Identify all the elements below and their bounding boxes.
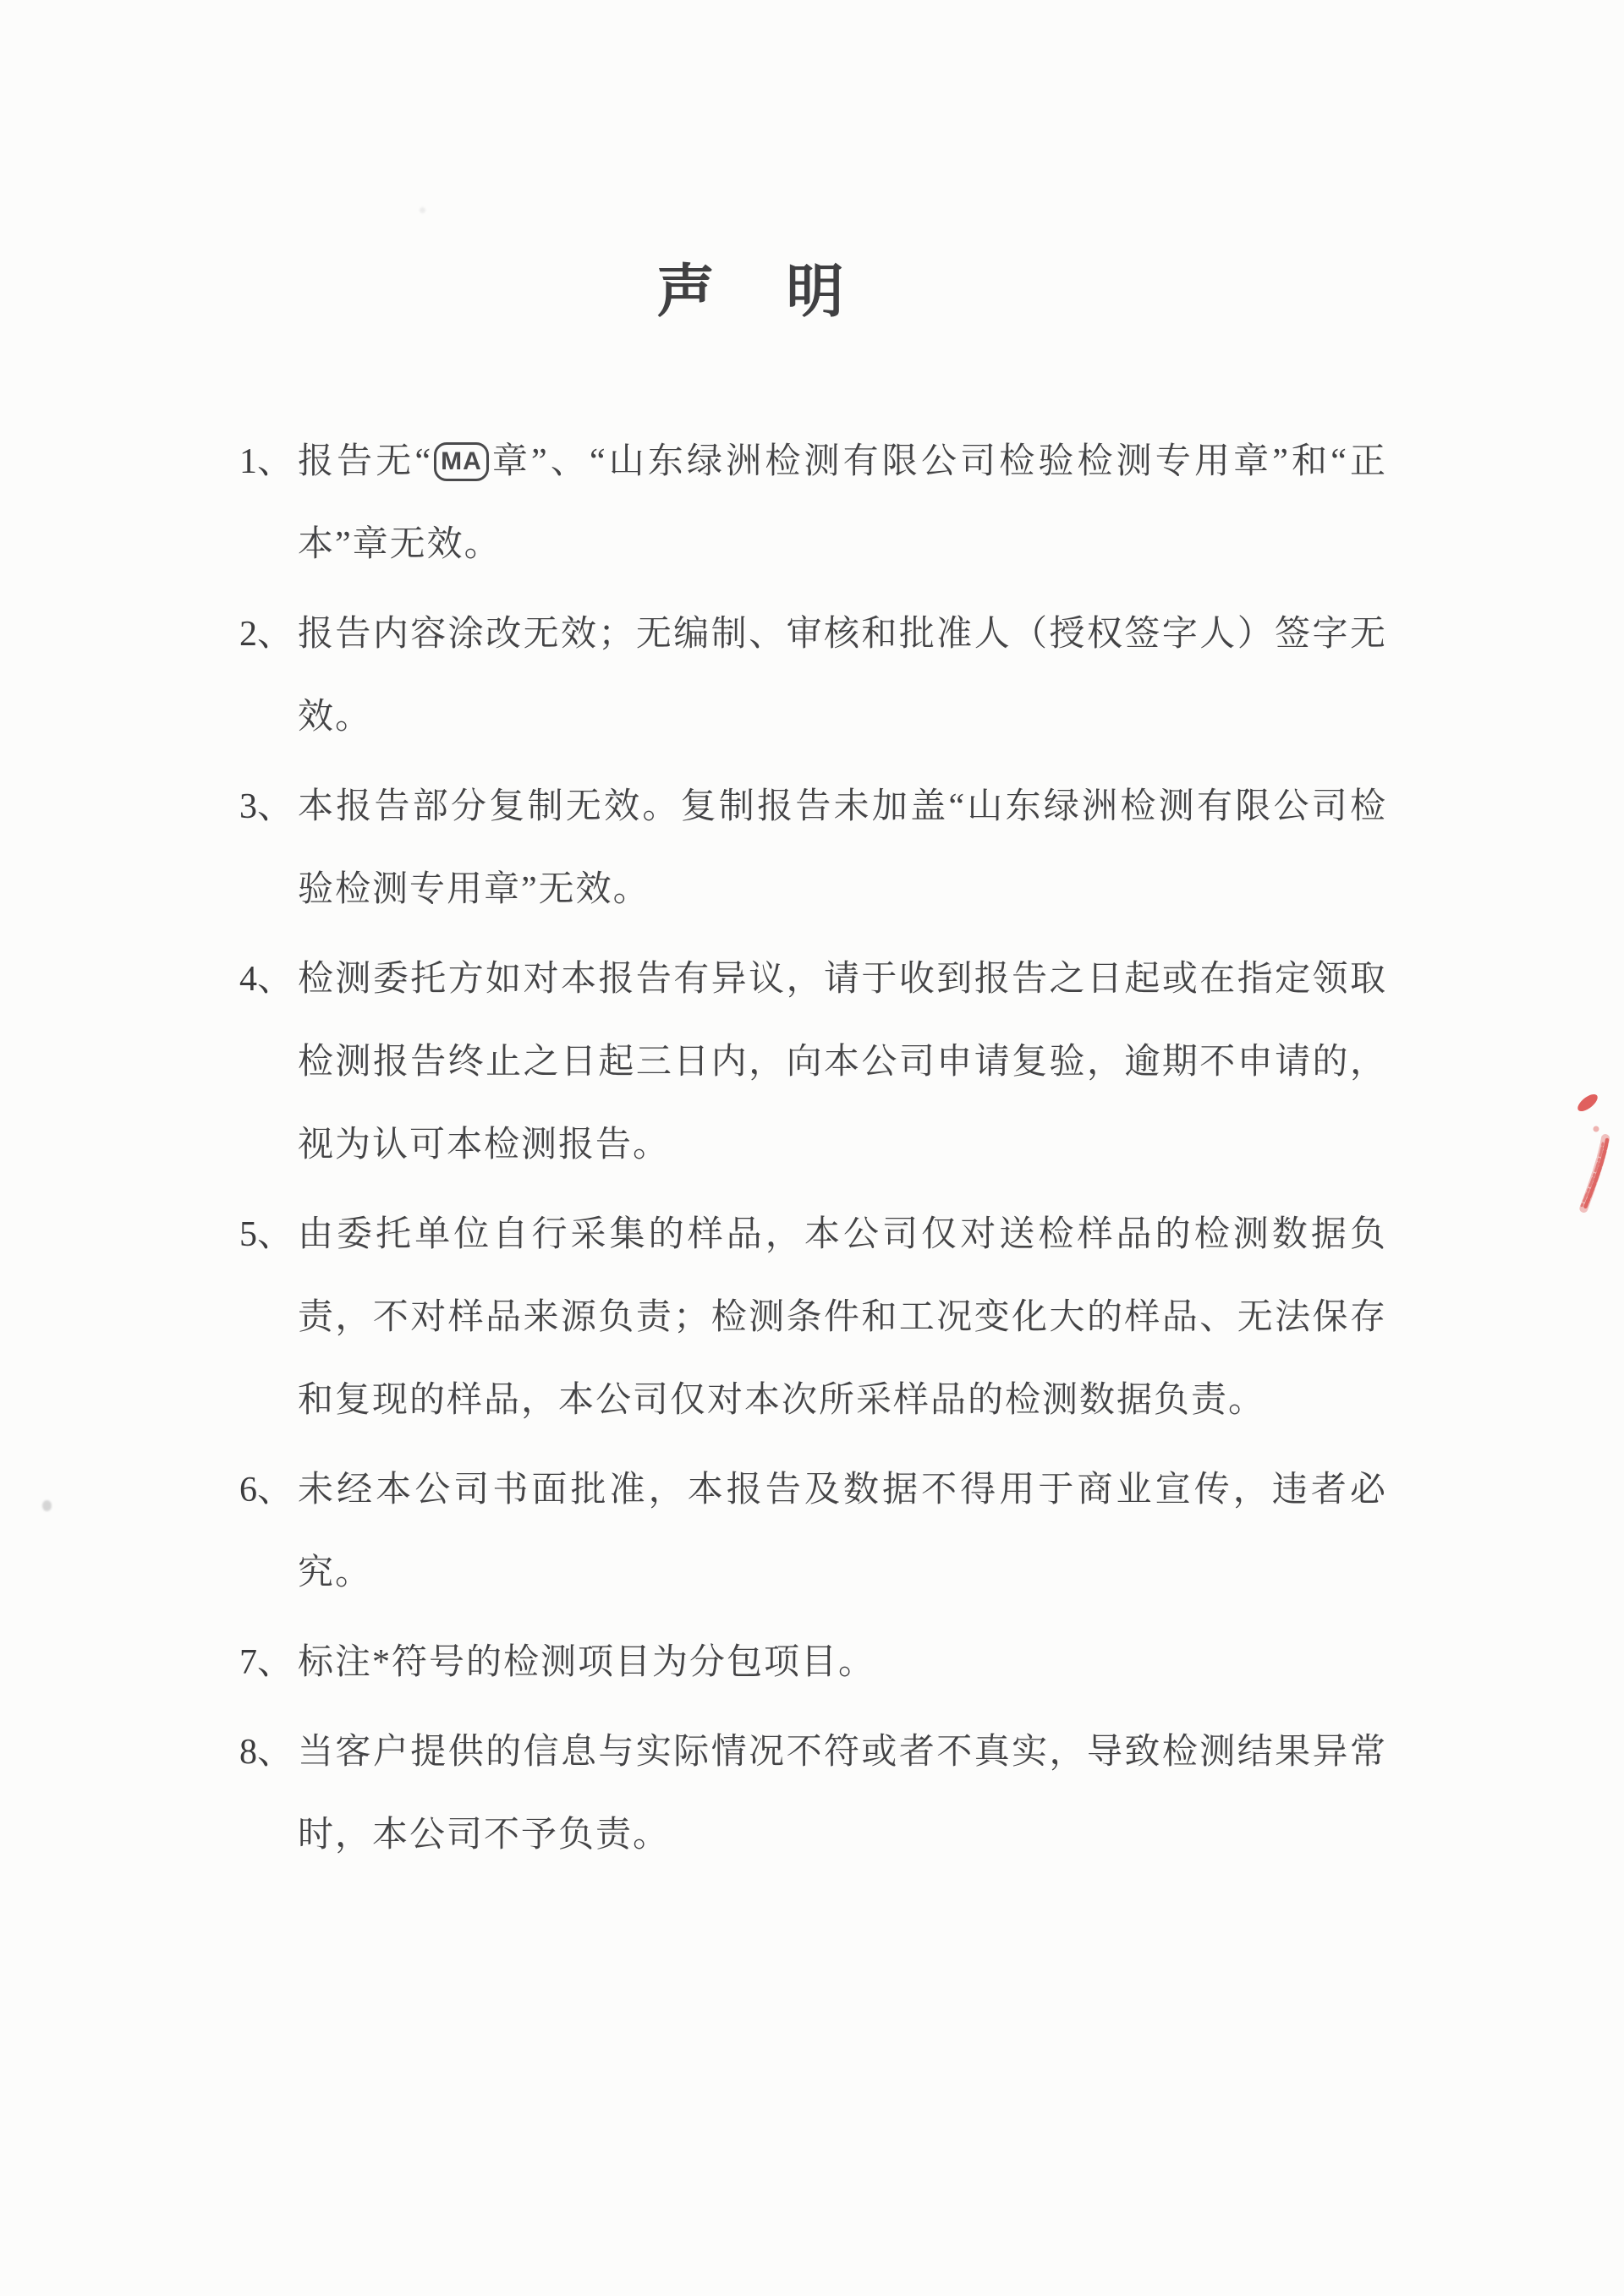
item-number: 4、 bbox=[239, 960, 294, 999]
declaration-item-4 bbox=[239, 938, 1387, 1186]
item-text: 报告无“ bbox=[298, 442, 433, 481]
declaration-item-1 bbox=[239, 420, 1387, 586]
item-number: 2、 bbox=[239, 615, 294, 654]
page-title: 声 明 bbox=[656, 260, 846, 324]
declaration-item-8 bbox=[239, 1711, 1387, 1877]
item-text: 当客户提供的信息与实际情况不符或者不真实，导致检测结果异常时，本公司不予负责。 bbox=[298, 1733, 1387, 1855]
item-number: 6、 bbox=[239, 1471, 294, 1510]
item-text: 标注*符号的检测项目为分包项目。 bbox=[298, 1643, 876, 1682]
item-number: 1、 bbox=[239, 442, 294, 481]
declaration-item-6 bbox=[239, 1449, 1387, 1614]
item-number: 3、 bbox=[239, 787, 294, 826]
item-text: 未经本公司书面批准，本报告及数据不得用于商业宣传，违者必究。 bbox=[298, 1471, 1387, 1592]
item-number: 8、 bbox=[239, 1733, 294, 1772]
item-text: 由委托单位自行采集的样品，本公司仅对送检样品的检测数据负责，不对样品来源负责；检测条件和工况变化大的样品、无法保存和复现的样品，本公司仅对本次所采样品的检测数据负责。 bbox=[298, 1215, 1387, 1420]
declaration-item-7 bbox=[239, 1621, 1387, 1704]
item-number: 5、 bbox=[239, 1215, 294, 1254]
item-text: 章”、“山东绿洲检测有限公司检验检测专用章”和“正本”章无效。 bbox=[298, 442, 1387, 564]
declaration-item-5 bbox=[239, 1193, 1387, 1442]
declaration-item-3 bbox=[239, 765, 1387, 931]
scan-artifact-speck bbox=[42, 1500, 52, 1511]
item-text: 本报告部分复制无效。复制报告未加盖“山东绿洲检测有限公司检验检测专用章”无效。 bbox=[298, 787, 1387, 909]
scan-artifact-speck bbox=[420, 207, 425, 213]
declaration-item-2 bbox=[239, 593, 1387, 759]
item-number: 7、 bbox=[239, 1643, 294, 1682]
cma-stamp-icon: MA bbox=[434, 442, 489, 481]
declaration-list bbox=[239, 420, 1387, 1883]
red-seal-fragment-icon bbox=[1565, 1089, 1616, 1225]
item-text: 检测委托方如对本报告有异议，请于收到报告之日起或在指定领取检测报告终止之日起三日内，向本公司申请复验，逾期不申请的，视为认可本检测报告。 bbox=[298, 960, 1387, 1164]
item-text: 报告内容涂改无效；无编制、审核和批准人（授权签字人）签字无效。 bbox=[298, 615, 1387, 737]
